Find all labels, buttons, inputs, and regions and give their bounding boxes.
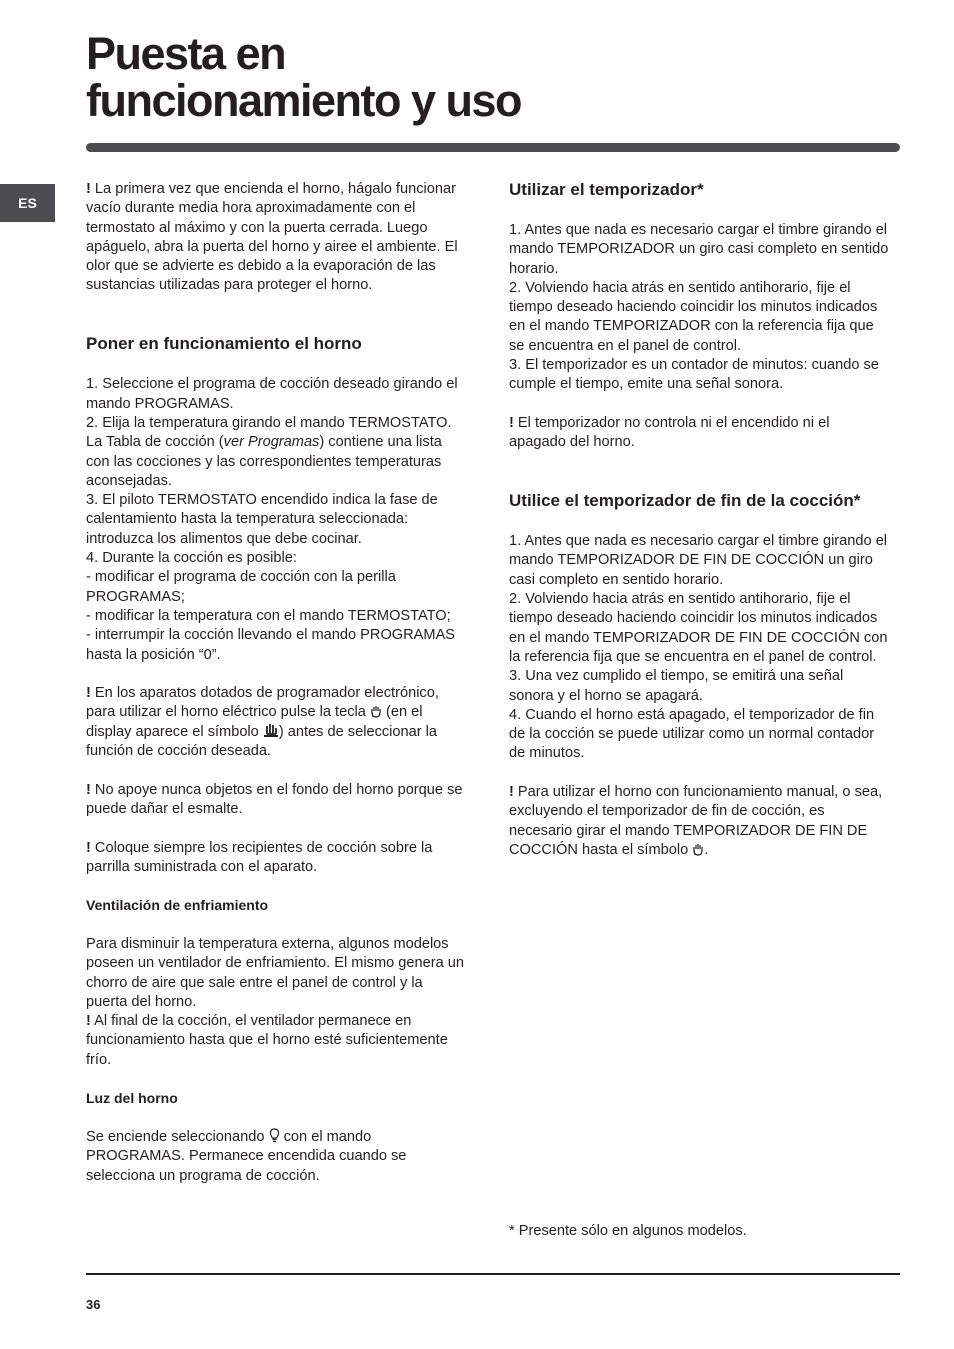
footnote: * Presente sólo en algunos modelos. <box>509 1223 747 1239</box>
left-column <box>86 180 466 1186</box>
title-line-1: Puesta en <box>86 28 286 79</box>
timer-step-3: 3. El temporizador es un contador de minutos: cuando se cumple el tiempo, emite una señal sonora. <box>509 357 879 393</box>
end-timer-note: ! Para utilizar el horno con funcionamiento manual, o sea, excluyendo el temporizador de fin de cocción, es necesario girar el mando TEMPORIZADOR DE FIN DE COCCIÓN hasta el símbolo . <box>509 784 883 858</box>
lamp-icon <box>269 1128 280 1143</box>
oven-light-text: Se enciende seleccionando con el mando PROGRAMAS. Permanece encendida cuando se selecciona un programa de cocción. <box>86 1128 407 1184</box>
step-3: 3. El piloto TERMOSTATO encendido indica la fase de calentamiento hasta la temperatura seleccionada: introduzca los alimentos que debe cocinar. <box>86 492 438 547</box>
heading-oven-light: Luz del horno <box>86 1090 178 1107</box>
end-timer-step-3: 3. Una vez cumplido el tiempo, se emitirá una señal sonora y el horno se apagará. <box>509 668 844 704</box>
step-4-option-a: - modificar el programa de cocción con la perilla PROGRAMAS; <box>86 569 396 605</box>
manual-mode-icon <box>263 723 279 738</box>
heading-cooling-fan: Ventilación de enfriamiento <box>86 897 269 914</box>
note-electronic-programmer: ! En los aparatos dotados de programador electrónico, para utilizar el horno eléctrico pulse la tecla (en el display aparece el símbolo ) antes de seleccionar la función de cocción deseada. <box>86 685 439 760</box>
bottom-divider <box>86 1273 900 1275</box>
heading-timer: Utilizar el temporizador* <box>509 180 704 199</box>
hand-icon <box>692 842 704 856</box>
cooling-fan-note: ! Al final de la cocción, el ventilador permanece en funcionamiento hasta que el horno esté suficientemente frío. <box>86 1013 448 1068</box>
timer-step-2: 2. Volviendo hacia atrás en sentido antihorario, fije el tiempo deseado haciendo coincidir los minutos indicados en el mando TEMPORIZADOR con la referencia fija que se encuentra en el panel de control. <box>509 279 878 354</box>
step-4-option-b: - modificar la temperatura con el mando TERMOSTATO; <box>86 607 451 624</box>
right-column <box>509 180 889 860</box>
hand-icon <box>370 704 382 718</box>
language-tab: ES <box>0 184 55 222</box>
title-line-2: funcionamiento y uso <box>86 75 522 126</box>
warning-mark: ! <box>86 181 91 197</box>
cooling-fan-text: Para disminuir la temperatura externa, algunos modelos poseen un ventilador de enfriamiento. El mismo genera un chorro de aire que sale entre el panel de control y la puerta del horno. <box>86 935 465 1010</box>
step-4-option-c: - interrumpir la cocción llevando el mando PROGRAMAS hasta la posición “0”. <box>86 627 456 663</box>
page-number: 36 <box>86 1297 101 1312</box>
step-2: 2. Elija la temperatura girando el mando TERMOSTATO. La Tabla de cocción (ver Programas) contiene una lista con las cocciones y las correspondientes temperaturas aconsejadas. <box>86 414 452 489</box>
page-title <box>86 30 521 124</box>
timer-step-1: 1. Antes que nada es necesario cargar el timbre girando el mando TEMPORIZADOR un giro casi completo en sentido horario. <box>509 222 889 277</box>
step-1: 1. Seleccione el programa de cocción deseado girando el mando PROGRAMAS. <box>86 376 458 412</box>
title-divider <box>86 143 900 152</box>
note-enamel: ! No apoye nunca objetos en el fondo del horno porque se puede dañar el esmalte. <box>86 781 463 817</box>
end-timer-step-2: 2. Volviendo hacia atrás en sentido antihorario, fije el tiempo deseado haciendo coincidir los minutos indicados en el mando TEMPORIZADOR DE FIN DE COCCIÓN con la referencia fija que se encuentra en el panel de control. <box>509 591 888 665</box>
step-4: 4. Durante la cocción es posible: <box>86 550 297 567</box>
timer-note: ! El temporizador no controla ni el encendido ni el apagado del horno. <box>509 414 830 451</box>
heading-end-timer: Utilice el temporizador de fin de la cocción* <box>509 491 861 511</box>
note-rack: ! Coloque siempre los recipientes de cocción sobre la parrilla suministrada con el aparato. <box>86 839 433 875</box>
end-timer-step-1: 1. Antes que nada es necesario cargar el timbre girando el mando TEMPORIZADOR DE FIN DE COCCIÓN un giro casi completo en sentido horario. <box>509 533 888 588</box>
heading-start-oven: Poner en funcionamiento el horno <box>86 334 362 354</box>
intro-paragraph: ! La primera vez que encienda el horno, hágalo funcionar vacío durante media hora aproximadamente con el termostato al máximo y con la puerta cerrada. Luego apáguelo, abra la puerta del horno y airee el ambiente. El olor que se advierte es debido a la evaporación de las sustancias utilizadas para proteger el horno. <box>86 181 458 294</box>
end-timer-step-4: 4. Cuando el horno está apagado, el temporizador de fin de la cocción se puede utilizar como un normal contador de minutos. <box>509 706 875 762</box>
